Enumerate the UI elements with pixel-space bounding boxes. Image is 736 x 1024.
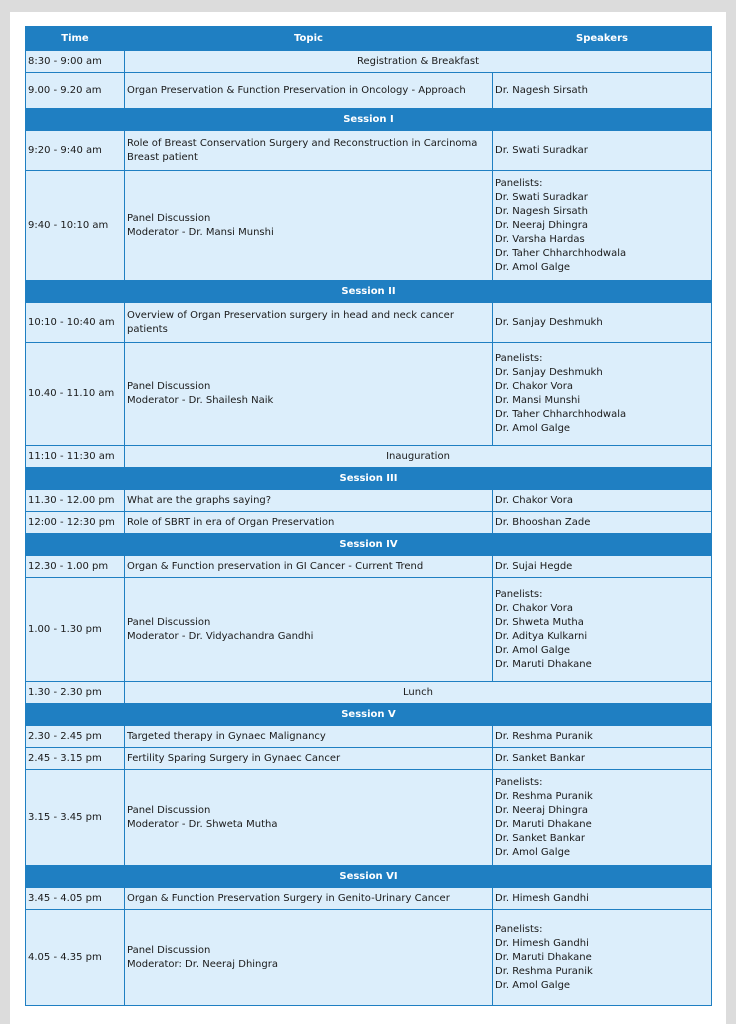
schedule-row <box>26 490 712 512</box>
time-cell: 12:00 - 12:30 pm <box>26 512 125 534</box>
time-cell: 9:20 - 9:40 am <box>26 131 125 171</box>
topic-line: Role of SBRT in era of Organ Preservation <box>127 516 335 528</box>
topic-cell <box>125 512 493 534</box>
speaker-line: Dr. Reshma Puranik <box>495 965 593 977</box>
speaker-line: Panelists: <box>495 776 543 788</box>
speaker-line: Dr. Sujai Hegde <box>495 560 573 572</box>
topic-line: Moderator - Dr. Mansi Munshi <box>127 226 274 238</box>
speakers-cell <box>493 888 712 910</box>
speaker-line: Dr. Amol Galge <box>495 644 571 656</box>
speaker-line: Dr. Himesh Gandhi <box>495 892 589 904</box>
speaker-line: Dr. Aditya Kulkarni <box>495 630 588 642</box>
schedule-row <box>26 910 712 1006</box>
speaker-line: Dr. Himesh Gandhi <box>495 937 589 949</box>
session-title: Session V <box>26 704 712 726</box>
schedule-row <box>26 51 712 73</box>
topic-line: Fertility Sparing Surgery in Gynaec Cancer <box>127 752 341 764</box>
speaker-line: Dr. Varsha Hardas <box>495 233 585 245</box>
session-row <box>26 534 712 556</box>
topic-line: Targeted therapy in Gynaec Malignancy <box>127 730 326 742</box>
speaker-line: Dr. Chakor Vora <box>495 494 573 506</box>
topic-cell <box>125 888 493 910</box>
speaker-line: Dr. Sanket Bankar <box>495 752 585 764</box>
topic-cell <box>125 556 493 578</box>
schedule-row <box>26 303 712 343</box>
time-cell: 9.00 - 9.20 am <box>26 73 125 109</box>
session-title: Session I <box>26 109 712 131</box>
speaker-line: Dr. Swati Suradkar <box>495 191 588 203</box>
speaker-line: Dr. Mansi Munshi <box>495 395 581 406</box>
session-row <box>26 704 712 726</box>
speaker-line: Dr. Maruti Dhakane <box>495 818 592 830</box>
topic-cell <box>125 910 493 1006</box>
speaker-line: Dr. Taher Chharchhodwala <box>495 247 627 259</box>
speaker-line: Dr. Amol Galge <box>495 423 571 434</box>
topic-cell <box>125 343 493 446</box>
topic-line: Moderator - Dr. Shailesh Naik <box>127 395 274 406</box>
topic-cell <box>125 726 493 748</box>
header-row <box>26 27 712 51</box>
schedule-row <box>26 748 712 770</box>
speakers-cell <box>493 343 712 446</box>
schedule-body <box>26 51 712 1006</box>
speaker-line: Dr. Sanjay Deshmukh <box>495 367 603 378</box>
session-title: Session VI <box>26 866 712 888</box>
speakers-cell <box>493 303 712 343</box>
topic-cell <box>125 578 493 682</box>
speaker-line: Dr. Chakor Vora <box>495 602 573 614</box>
time-cell: 9:40 - 10:10 am <box>26 171 125 281</box>
header-speakers: Speakers <box>493 27 712 51</box>
speaker-line: Dr. Bhooshan Zade <box>495 516 591 528</box>
speakers-cell <box>493 726 712 748</box>
topic-line: Panel Discussion <box>127 212 211 224</box>
topic-line: Role of Breast Conservation Surgery and Reconstruction in Carcinoma <box>127 137 478 149</box>
speakers-cell <box>493 770 712 866</box>
speaker-line: Dr. Neeraj Dhingra <box>495 804 588 816</box>
speakers-cell <box>493 131 712 171</box>
time-cell: 2.45 - 3.15 pm <box>26 748 125 770</box>
session-title: Session II <box>26 281 712 303</box>
session-row <box>26 866 712 888</box>
speakers-cell <box>493 748 712 770</box>
speaker-line: Dr. Maruti Dhakane <box>495 658 592 670</box>
speaker-line: Dr. Sanket Bankar <box>495 832 585 844</box>
speakers-cell <box>493 512 712 534</box>
topic-line: What are the graphs saying? <box>127 494 272 506</box>
topic-cell <box>125 303 493 343</box>
time-cell: 1.00 - 1.30 pm <box>26 578 125 682</box>
speaker-line: Dr. Amol Galge <box>495 846 571 858</box>
topic-line: Panel Discussion <box>127 381 211 392</box>
session-title: Session III <box>26 468 712 490</box>
speaker-line: Dr. Shweta Mutha <box>495 616 584 628</box>
schedule-row <box>26 682 712 704</box>
speakers-cell <box>493 556 712 578</box>
time-cell: 10:10 - 10:40 am <box>26 303 125 343</box>
schedule-row <box>26 578 712 682</box>
header-time: Time <box>26 27 125 51</box>
schedule-row <box>26 888 712 910</box>
schedule-table <box>25 26 712 1006</box>
speaker-line: Dr. Amol Galge <box>495 979 571 991</box>
topic-cell <box>125 748 493 770</box>
topic-line: Overview of Organ Preservation surgery in head and neck cancer <box>127 309 454 321</box>
topic-line: Moderator - Dr. Vidyachandra Gandhi <box>127 630 314 642</box>
topic-line: Panel Discussion <box>127 804 211 816</box>
schedule-row <box>26 556 712 578</box>
topic-cell <box>125 490 493 512</box>
topic-line: Moderator: Dr. Neeraj Dhingra <box>127 958 278 970</box>
schedule-row <box>26 171 712 281</box>
session-row <box>26 109 712 131</box>
event-cell: Registration & Breakfast <box>125 51 712 73</box>
schedule-row <box>26 131 712 171</box>
speaker-line: Dr. Sanjay Deshmukh <box>495 316 603 328</box>
schedule-row <box>26 770 712 866</box>
topic-line: Organ & Function Preservation Surgery in Genito-Urinary Cancer <box>127 892 450 904</box>
speaker-line: Dr. Nagesh Sirsath <box>495 205 588 217</box>
topic-line: Breast patient <box>127 151 198 163</box>
header-topic: Topic <box>125 27 493 51</box>
speaker-line: Panelists: <box>495 588 543 600</box>
time-cell: 10.40 - 11.10 am <box>26 343 125 446</box>
schedule-page <box>10 12 726 1024</box>
topic-cell <box>125 770 493 866</box>
speaker-line: Dr. Nagesh Sirsath <box>495 84 588 96</box>
speakers-cell <box>493 910 712 1006</box>
session-row <box>26 281 712 303</box>
topic-line: Panel Discussion <box>127 616 211 628</box>
speaker-line: Dr. Maruti Dhakane <box>495 951 592 963</box>
schedule-row <box>26 726 712 748</box>
speaker-line: Panelists: <box>495 923 543 935</box>
session-title: Session IV <box>26 534 712 556</box>
topic-line: Organ Preservation & Function Preservation in Oncology - Approach <box>127 84 466 96</box>
event-cell: Inauguration <box>125 446 712 468</box>
event-cell: Lunch <box>125 682 712 704</box>
time-cell: 1.30 - 2.30 pm <box>26 682 125 704</box>
speakers-cell <box>493 490 712 512</box>
speaker-line: Dr. Chakor Vora <box>495 381 573 392</box>
time-cell: 11:10 - 11:30 am <box>26 446 125 468</box>
speaker-line: Panelists: <box>495 177 543 189</box>
time-cell: 3.45 - 4.05 pm <box>26 888 125 910</box>
topic-cell <box>125 73 493 109</box>
speaker-line: Dr. Reshma Puranik <box>495 790 593 802</box>
speakers-cell <box>493 171 712 281</box>
topic-line: Panel Discussion <box>127 944 211 956</box>
time-cell: 2.30 - 2.45 pm <box>26 726 125 748</box>
time-cell: 12.30 - 1.00 pm <box>26 556 125 578</box>
schedule-row <box>26 446 712 468</box>
schedule-row <box>26 512 712 534</box>
topic-cell <box>125 171 493 281</box>
session-row <box>26 468 712 490</box>
topic-line: Moderator - Dr. Shweta Mutha <box>127 818 278 830</box>
speaker-line: Dr. Swati Suradkar <box>495 144 588 156</box>
schedule-row <box>26 73 712 109</box>
speakers-cell <box>493 578 712 682</box>
time-cell: 11.30 - 12.00 pm <box>26 490 125 512</box>
time-cell: 4.05 - 4.35 pm <box>26 910 125 1006</box>
topic-cell <box>125 131 493 171</box>
speaker-line: Dr. Neeraj Dhingra <box>495 219 588 231</box>
schedule-row <box>26 343 712 446</box>
speaker-line: Dr. Amol Galge <box>495 261 571 273</box>
time-cell: 8:30 - 9:00 am <box>26 51 125 73</box>
speaker-line: Panelists: <box>495 353 543 364</box>
time-cell: 3.15 - 3.45 pm <box>26 770 125 866</box>
topic-line: Organ & Function preservation in GI Cancer - Current Trend <box>127 560 424 572</box>
speakers-cell <box>493 73 712 109</box>
topic-line: patients <box>127 323 168 335</box>
speaker-line: Dr. Taher Chharchhodwala <box>495 409 627 420</box>
speaker-line: Dr. Reshma Puranik <box>495 730 593 742</box>
